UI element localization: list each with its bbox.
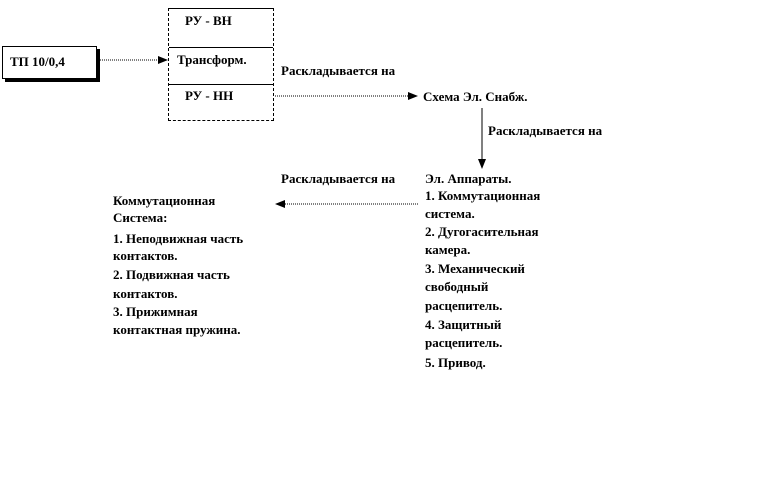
tp-node <box>2 46 97 79</box>
tp-node-label: ТП 10/0,4 <box>10 54 65 69</box>
apparatus-line: 3. Механический <box>425 261 525 276</box>
apparatus-line: 1. Коммутационная <box>425 188 541 203</box>
switching-line: 3. Прижимная <box>113 304 198 319</box>
ru-cell-vn <box>169 9 273 48</box>
apparatus-node-title: Эл. Аппараты. <box>425 171 512 186</box>
switching-line: 1. Неподвижная часть <box>113 231 244 246</box>
ru-cell-nn <box>169 85 273 121</box>
switching-line: 2. Подвижная часть <box>113 267 230 282</box>
edge-label-ru-to-scheme: Раскладывается на <box>281 63 396 78</box>
apparatus-line: система. <box>425 206 475 221</box>
apparatus-line: 4. Защитный <box>425 317 502 332</box>
scheme-node-label: Схема Эл. Снабж. <box>423 89 528 104</box>
apparatus-line: свободный <box>425 279 489 294</box>
switching-line: контактная пружина. <box>113 322 241 337</box>
ru-cell-transformer-label: Трансформ. <box>177 52 247 67</box>
edge-label-scheme-to-apparatus: Раскладывается на <box>488 123 603 138</box>
switching-line: Коммутационная <box>113 193 216 208</box>
apparatus-line: 2. Дугогасительная <box>425 224 539 239</box>
apparatus-line: камера. <box>425 242 471 257</box>
apparatus-line: расцепитель. <box>425 298 503 313</box>
edge-label-apparatus-to-switching: Раскладывается на <box>281 171 396 186</box>
switching-line: контактов. <box>113 286 178 301</box>
switching-line: контактов. <box>113 248 178 263</box>
ru-cell-vn-label: РУ - ВН <box>185 13 232 28</box>
ru-cell-transformer <box>169 48 273 85</box>
apparatus-line: 5. Привод. <box>425 355 486 370</box>
apparatus-line: расцепитель. <box>425 335 503 350</box>
ru-cell-nn-label: РУ - НН <box>185 88 234 103</box>
ru-column <box>168 8 274 121</box>
switching-line: Система: <box>113 210 168 225</box>
